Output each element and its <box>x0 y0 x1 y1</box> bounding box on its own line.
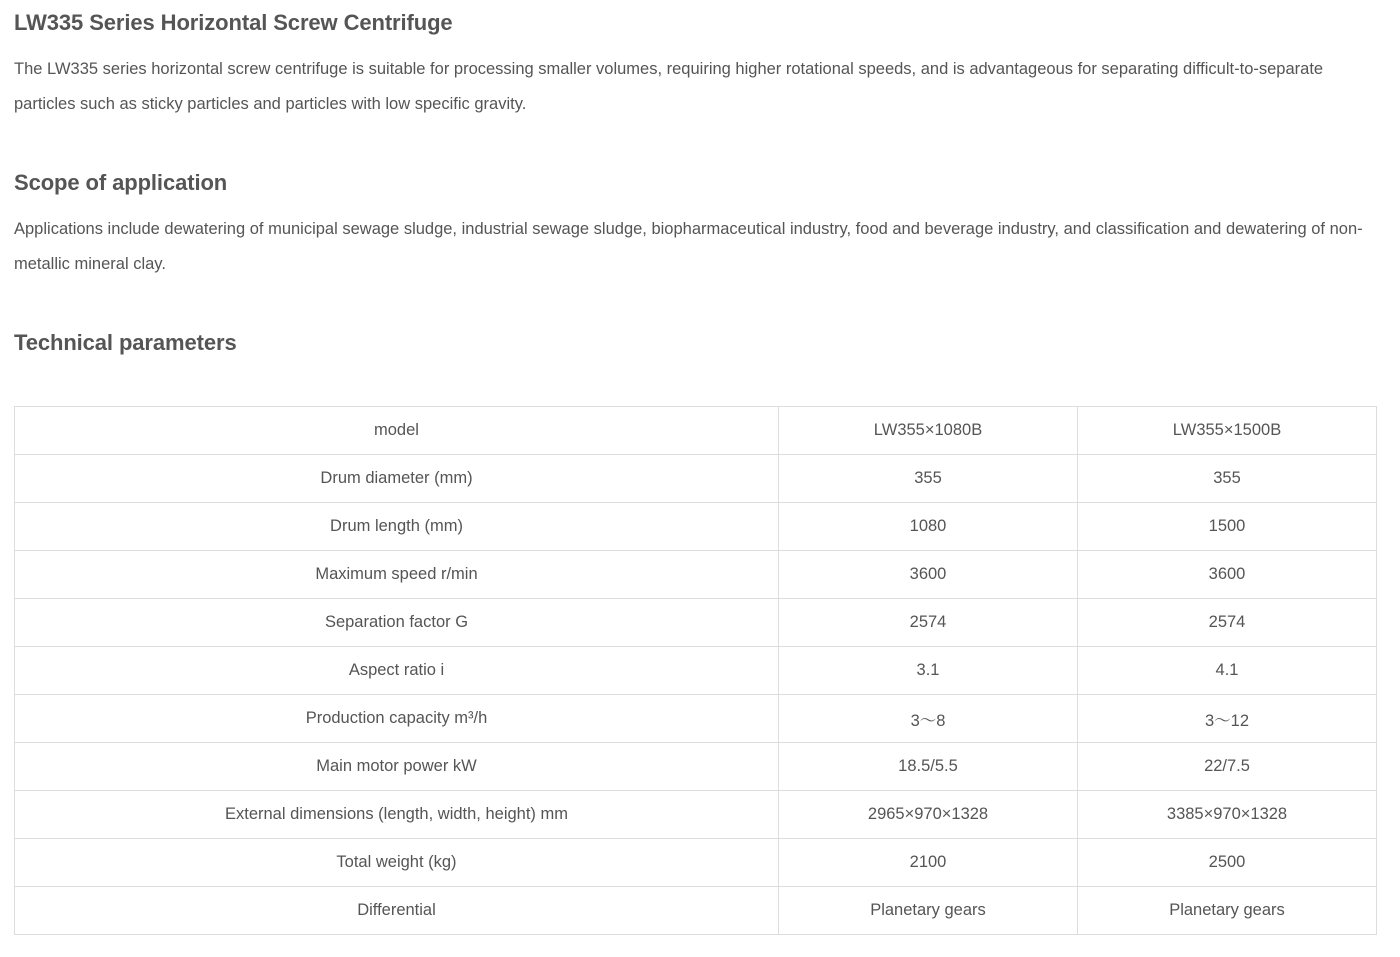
scope-heading: Scope of application <box>14 170 228 195</box>
table-cell: LW355×1080B <box>779 407 1078 455</box>
table-cell: 3600 <box>779 551 1078 599</box>
table-row <box>15 455 1377 503</box>
table-cell: 2965×970×1328 <box>779 791 1078 839</box>
table-cell: Main motor power kW <box>15 743 779 791</box>
table-cell: LW355×1500B <box>1078 407 1377 455</box>
table-cell: Planetary gears <box>779 887 1078 935</box>
table-row <box>15 407 1377 455</box>
table-cell: Maximum speed r/min <box>15 551 779 599</box>
table-cell: 3～12 <box>1078 695 1377 743</box>
table-cell: Aspect ratio i <box>15 647 779 695</box>
scope-paragraph: Applications include dewatering of municipal sewage sludge, industrial sewage sludge, biopharmaceutical industry, food and beverage industry, and classification and dewatering of non-metallic mineral clay. <box>14 220 1363 273</box>
table-cell: 2574 <box>779 599 1078 647</box>
intro-paragraph: The LW335 series horizontal screw centrifuge is suitable for processing smaller volumes, requiring higher rotational speeds, and is advantageous for separating difficult-to-separate particles such as sticky particles and particles with low specific gravity. <box>14 60 1324 113</box>
table-row <box>15 743 1377 791</box>
table-cell: 1500 <box>1078 503 1377 551</box>
table-cell: 22/7.5 <box>1078 743 1377 791</box>
technical-heading: Technical parameters <box>14 330 237 355</box>
table-row <box>15 599 1377 647</box>
table-cell: 2574 <box>1078 599 1377 647</box>
table-cell: 18.5/5.5 <box>779 743 1078 791</box>
table-cell: 3600 <box>1078 551 1377 599</box>
table-row <box>15 839 1377 887</box>
table-cell: 2100 <box>779 839 1078 887</box>
table-cell: Differential <box>15 887 779 935</box>
table-cell: model <box>15 407 779 455</box>
table-cell: Separation factor G <box>15 599 779 647</box>
table-cell: 2500 <box>1078 839 1377 887</box>
page-title: LW335 Series Horizontal Screw Centrifuge <box>14 10 453 35</box>
table-cell: External dimensions (length, width, height) mm <box>15 791 779 839</box>
table-row <box>15 791 1377 839</box>
table-cell: 3385×970×1328 <box>1078 791 1377 839</box>
table-cell: Production capacity m³/h <box>15 695 779 743</box>
table-cell: 1080 <box>779 503 1078 551</box>
table-cell: Drum diameter (mm) <box>15 455 779 503</box>
table-cell: 4.1 <box>1078 647 1377 695</box>
table-cell: 3～8 <box>779 695 1078 743</box>
table-cell: 355 <box>779 455 1078 503</box>
table-row <box>15 647 1377 695</box>
table-cell: Total weight (kg) <box>15 839 779 887</box>
table-cell: 3.1 <box>779 647 1078 695</box>
technical-parameters-table <box>14 406 1377 935</box>
table-cell: Planetary gears <box>1078 887 1377 935</box>
table-row <box>15 551 1377 599</box>
table-cell: 355 <box>1078 455 1377 503</box>
table-cell: Drum length (mm) <box>15 503 779 551</box>
table-row <box>15 887 1377 935</box>
table-row <box>15 695 1377 743</box>
table-row <box>15 503 1377 551</box>
